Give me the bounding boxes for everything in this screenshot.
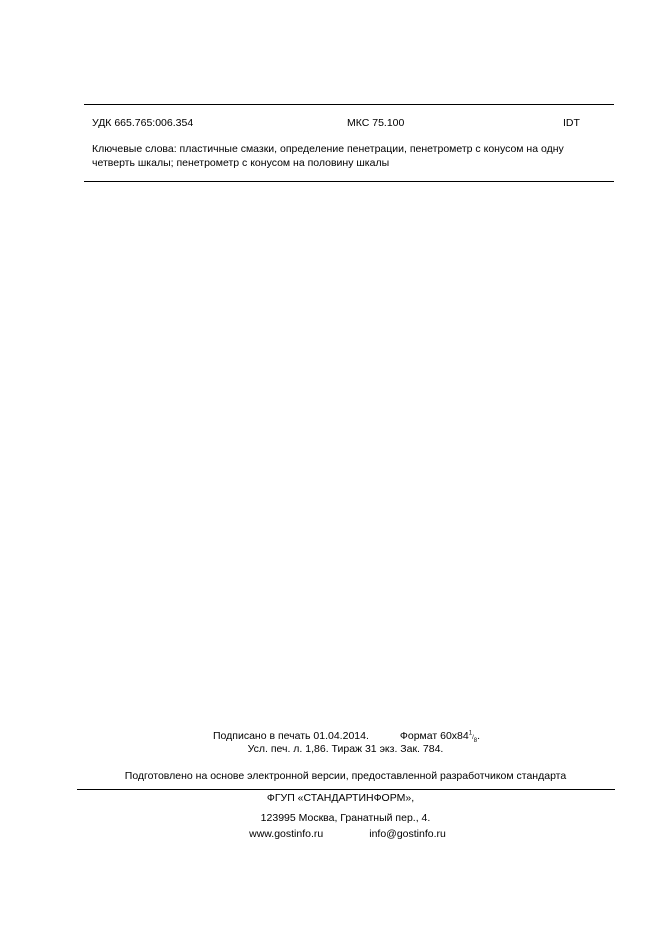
keywords-text: Ключевые слова: пластичные смазки, определение пенетрации, пенетрометр с конусом на одну четверть шкалы; пенетрометр с конусом на половину шкалы [92,143,564,169]
udk-code: УДК 665.765:006.354 [92,117,194,129]
publisher-rule [77,789,615,790]
prepared-note: Подготовлено на основе электронной версии, предоставленной разработчиком стандарта [124,770,567,782]
top-rule [84,104,614,105]
mks-code: МКС 75.100 [347,117,405,129]
email-link[interactable]: info@gostinfo.ru [369,828,446,840]
publisher-address: 123995 Москва, Гранатный пер., 4. [260,812,431,824]
format-sup: 1 [468,730,473,737]
publisher-name: ФГУП «СТАНДАРТИНФОРМ», [266,792,415,804]
format-prefix: Формат 60x84 [399,730,469,742]
idt-label: IDT [563,117,580,129]
format-suffix: . [477,730,480,742]
format-sub: 8 [473,738,478,745]
signed-format-line: Подписано в печать 01.04.2014. Формат $60x84^1/_8$. [212,730,480,745]
website-link[interactable]: www.gostinfo.ru [249,828,324,840]
contacts-line [17,828,661,841]
keywords-bottom-rule [84,181,614,182]
print-info-line: Усл. печ. л. 1,86. Тираж 31 экз. Зак. 784. [247,743,444,755]
signed-date: Подписано в печать 01.04.2014. [212,730,369,742]
